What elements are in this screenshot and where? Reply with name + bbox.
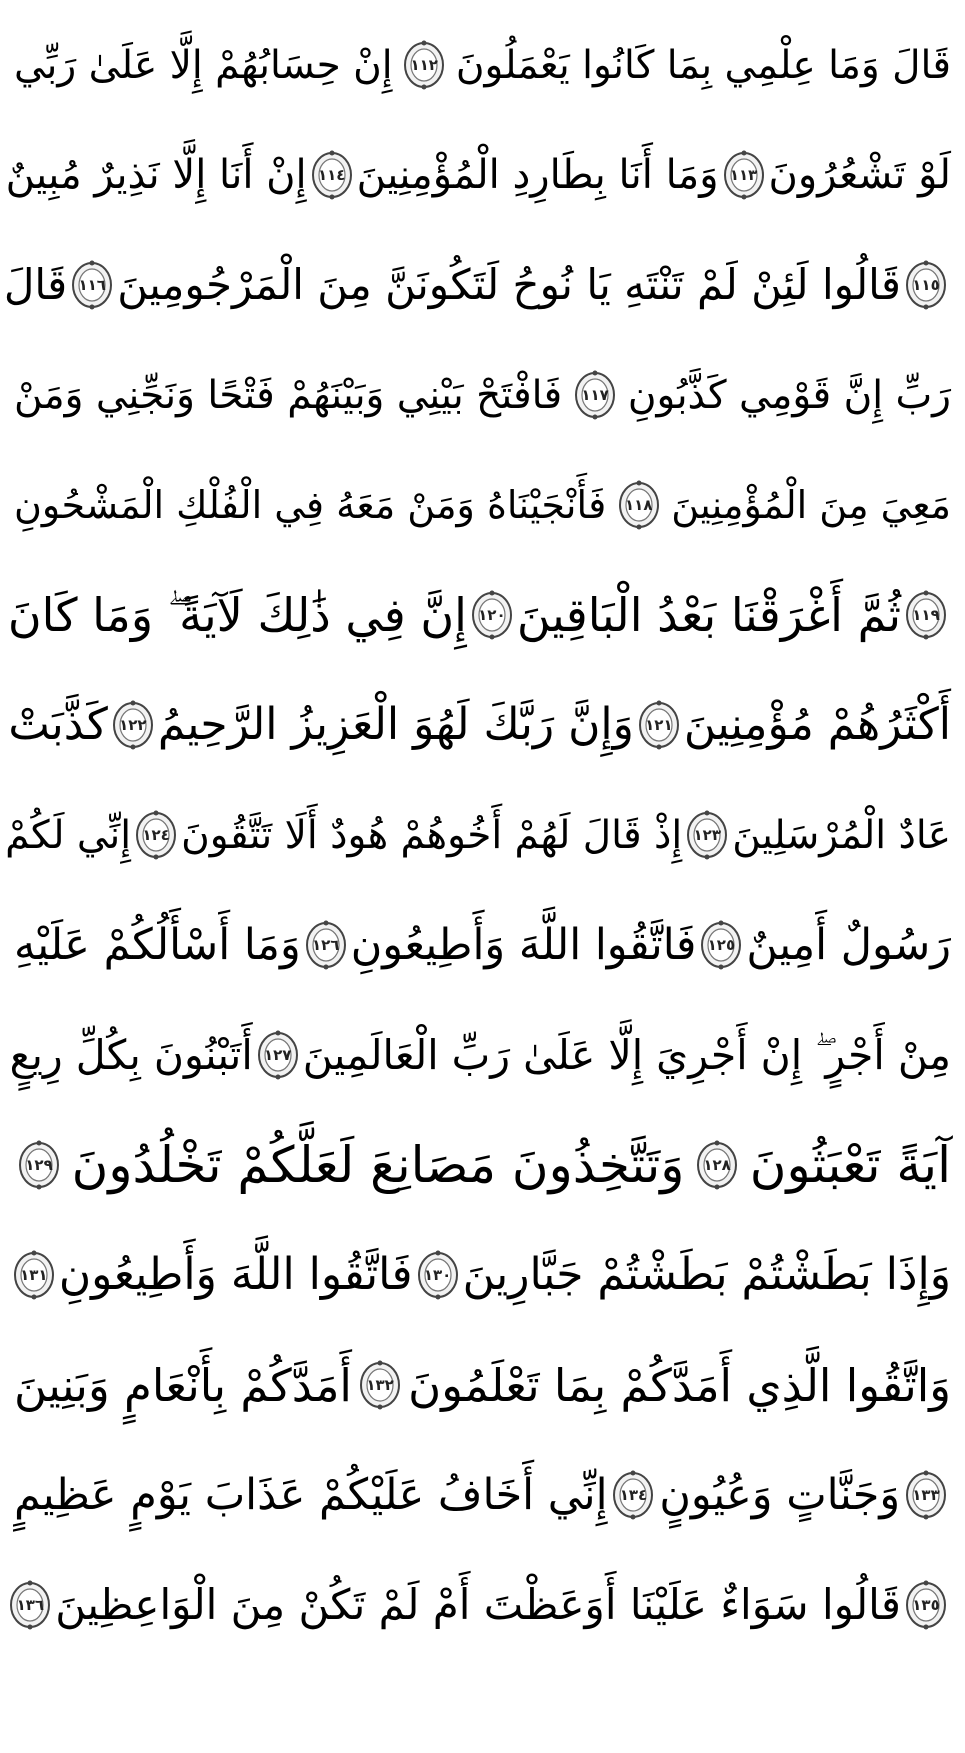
verse-number: ١٣١ [20, 1266, 48, 1284]
verse-number: ١٢٣ [693, 826, 721, 844]
verse-number: ١٢٧ [263, 1046, 292, 1064]
verse-number: ١٣٤ [619, 1486, 648, 1504]
verse-end-marker-icon [700, 920, 742, 970]
verse-text: رَسُولٌ أَمِينٌ [746, 919, 951, 970]
verse-text: فَاتَّقُوا اللَّهَ وَأَطِيعُونِ [58, 1249, 413, 1300]
verse-end-marker-icon [9, 1580, 51, 1630]
verse-number: ١٣٢ [366, 1376, 394, 1394]
verse-end-marker-icon [403, 40, 445, 90]
text-line [14, 450, 951, 560]
verse-number: ١٣٣ [912, 1486, 940, 1504]
verse-text: وَاتَّقُوا الَّذِي أَمَدَّكُمْ بِمَا تَعْلَمُونَ [408, 1358, 951, 1412]
verse-number: ١٢٠ [478, 606, 506, 624]
verse-text: قَالُوا لَئِنْ لَمْ تَنْتَهِ يَا نُوحُ لَتَكُونَنَّ مِنَ الْمَرْجُومِينَ [117, 260, 901, 309]
text-line [3, 230, 951, 340]
verse-end-marker-icon [618, 480, 660, 530]
verse-number: ١١٦ [78, 276, 106, 294]
verse-number: ١٢٨ [703, 1156, 731, 1174]
verse-text: إِنَّ فِي ذَٰلِكَ لَآيَةً ۖ وَمَا كَانَ [7, 588, 467, 642]
verse-end-marker-icon [696, 1140, 738, 1190]
verse-text: وَجَنَّاتٍ وَعُيُونٍ [659, 1469, 901, 1520]
text-line [5, 780, 951, 890]
text-line [8, 670, 951, 780]
verse-number: ١٢٥ [707, 936, 736, 954]
verse-text: فَافْتَحْ بَيْنِي وَبَيْنَهُمْ فَتْحًا وَنَجِّنِي وَمَنْ [14, 372, 563, 418]
verse-number: ١٣٥ [912, 1596, 940, 1614]
verse-number: ١٣٦ [16, 1596, 45, 1614]
verse-end-marker-icon [471, 590, 513, 640]
verse-text: وَمَا أَسْأَلُكُمْ عَلَيْهِ [14, 919, 301, 970]
verse-text: قَالَ وَمَا عِلْمِي بِمَا كَانُوا يَعْمَلُونَ [455, 42, 951, 88]
text-line [7, 560, 951, 670]
verse-text: وَمَا أَنَا بِطَارِدِ الْمُؤْمِنِينَ [356, 152, 719, 198]
verse-end-marker-icon [638, 700, 680, 750]
verse-text: وَإِذَا بَطَشْتُمْ بَطَشْتُمْ جَبَّارِينَ [462, 1249, 951, 1300]
verse-text: عَادٌ الْمُرْسَلِينَ [732, 812, 951, 858]
verse-text: كَذَّبَتْ [8, 699, 108, 750]
verse-end-marker-icon [612, 1470, 654, 1520]
text-line [14, 890, 951, 1000]
verse-text: أَتَبْنُونَ بِكُلِّ رِيعٍ [9, 1030, 253, 1079]
verse-text: وَتَتَّخِذُونَ مَصَانِعَ لَعَلَّكُمْ تَخْلُدُونَ [71, 1136, 685, 1194]
verse-number: ١١٣ [729, 166, 758, 184]
verse-number: ١٢١ [645, 716, 673, 734]
verse-text: أَكْثَرُهُمْ مُؤْمِنِينَ [683, 699, 951, 750]
text-line [14, 10, 951, 120]
verse-end-marker-icon [905, 590, 947, 640]
verse-text: فَأَنْجَيْنَاهُ وَمَنْ مَعَهُ فِي الْفُلْكِ الْمَشْحُونِ [14, 483, 607, 527]
verse-text: إِنِّي لَكُمْ [5, 812, 132, 858]
verse-end-marker-icon [359, 1360, 401, 1410]
verse-text: وَإِنَّ رَبَّكَ لَهُوَ الْعَزِيزُ الرَّحِيمُ [157, 699, 634, 750]
text-line [14, 1220, 951, 1330]
verse-end-marker-icon [311, 150, 353, 200]
verse-end-marker-icon [257, 1030, 299, 1080]
text-line [14, 1330, 951, 1440]
verse-end-marker-icon [905, 1470, 947, 1520]
verse-text: إِنْ حِسَابُهُمْ إِلَّا عَلَىٰ رَبِّي [14, 42, 393, 88]
text-line [14, 1110, 951, 1220]
verse-text: إِذْ قَالَ لَهُمْ أَخُوهُمْ هُودٌ أَلَا تَتَّقُونَ [181, 812, 683, 858]
verse-text: قَالُوا سَوَاءٌ عَلَيْنَا أَوَعَظْتَ أَمْ لَمْ تَكُنْ مِنَ الْوَاعِظِينَ [55, 1580, 901, 1629]
verse-number: ١٢٦ [311, 936, 340, 954]
verse-text: آيَةً تَعْبَثُونَ [749, 1136, 951, 1194]
verse-end-marker-icon [135, 810, 177, 860]
verse-number: ١٢٤ [142, 826, 170, 844]
verse-number: ١٢٩ [25, 1156, 53, 1174]
verse-end-marker-icon [417, 1250, 459, 1300]
verse-end-marker-icon [18, 1140, 60, 1190]
verse-end-marker-icon [112, 700, 154, 750]
verse-text: أَمَدَّكُمْ بِأَنْعَامٍ وَبَنِينَ [14, 1358, 352, 1412]
verse-end-marker-icon [686, 810, 728, 860]
verse-end-marker-icon [574, 370, 616, 420]
verse-text: فَاتَّقُوا اللَّهَ وَأَطِيعُونِ [350, 919, 697, 970]
verse-text: إِنِّي أَخَافُ عَلَيْكُمْ عَذَابَ يَوْمٍ عَظِيمٍ [14, 1469, 608, 1520]
verse-text: رَبِّ إِنَّ قَوْمِي كَذَّبُونِ [627, 372, 951, 418]
verse-text: مَعِيَ مِنَ الْمُؤْمِنِينَ [671, 483, 951, 527]
verse-end-marker-icon [905, 260, 947, 310]
verse-number: ١١٨ [625, 496, 653, 514]
text-line [14, 1440, 951, 1550]
verse-end-marker-icon [13, 1250, 55, 1300]
verse-end-marker-icon [723, 150, 765, 200]
verse-text: مِنْ أَجْرٍ ۖ إِنْ أَجْرِيَ إِلَّا عَلَىٰ رَبِّ الْعَالَمِينَ [302, 1030, 951, 1079]
verse-text: قَالَ [3, 260, 68, 309]
text-line [5, 120, 951, 230]
verse-text: ثُمَّ أَغْرَقْنَا بَعْدُ الْبَاقِينَ [516, 588, 901, 642]
text-line [9, 1000, 951, 1110]
verse-end-marker-icon [305, 920, 347, 970]
verse-number: ١١٩ [912, 606, 940, 624]
verse-number: ١١٢ [410, 56, 438, 74]
text-line [14, 1550, 951, 1660]
verse-number: ١٣٠ [423, 1266, 452, 1284]
verse-number: ١٢٢ [119, 716, 147, 734]
verse-text: إِنْ أَنَا إِلَّا نَذِيرٌ مُبِينٌ [5, 152, 307, 198]
verse-text: لَوْ تَشْعُرُونَ [768, 152, 951, 198]
text-line [14, 340, 951, 450]
verse-end-marker-icon [71, 260, 113, 310]
verse-number: ١١٤ [317, 166, 346, 184]
verse-end-marker-icon [905, 1580, 947, 1630]
verse-number: ١١٧ [581, 386, 609, 404]
verse-number: ١١٥ [912, 276, 940, 294]
